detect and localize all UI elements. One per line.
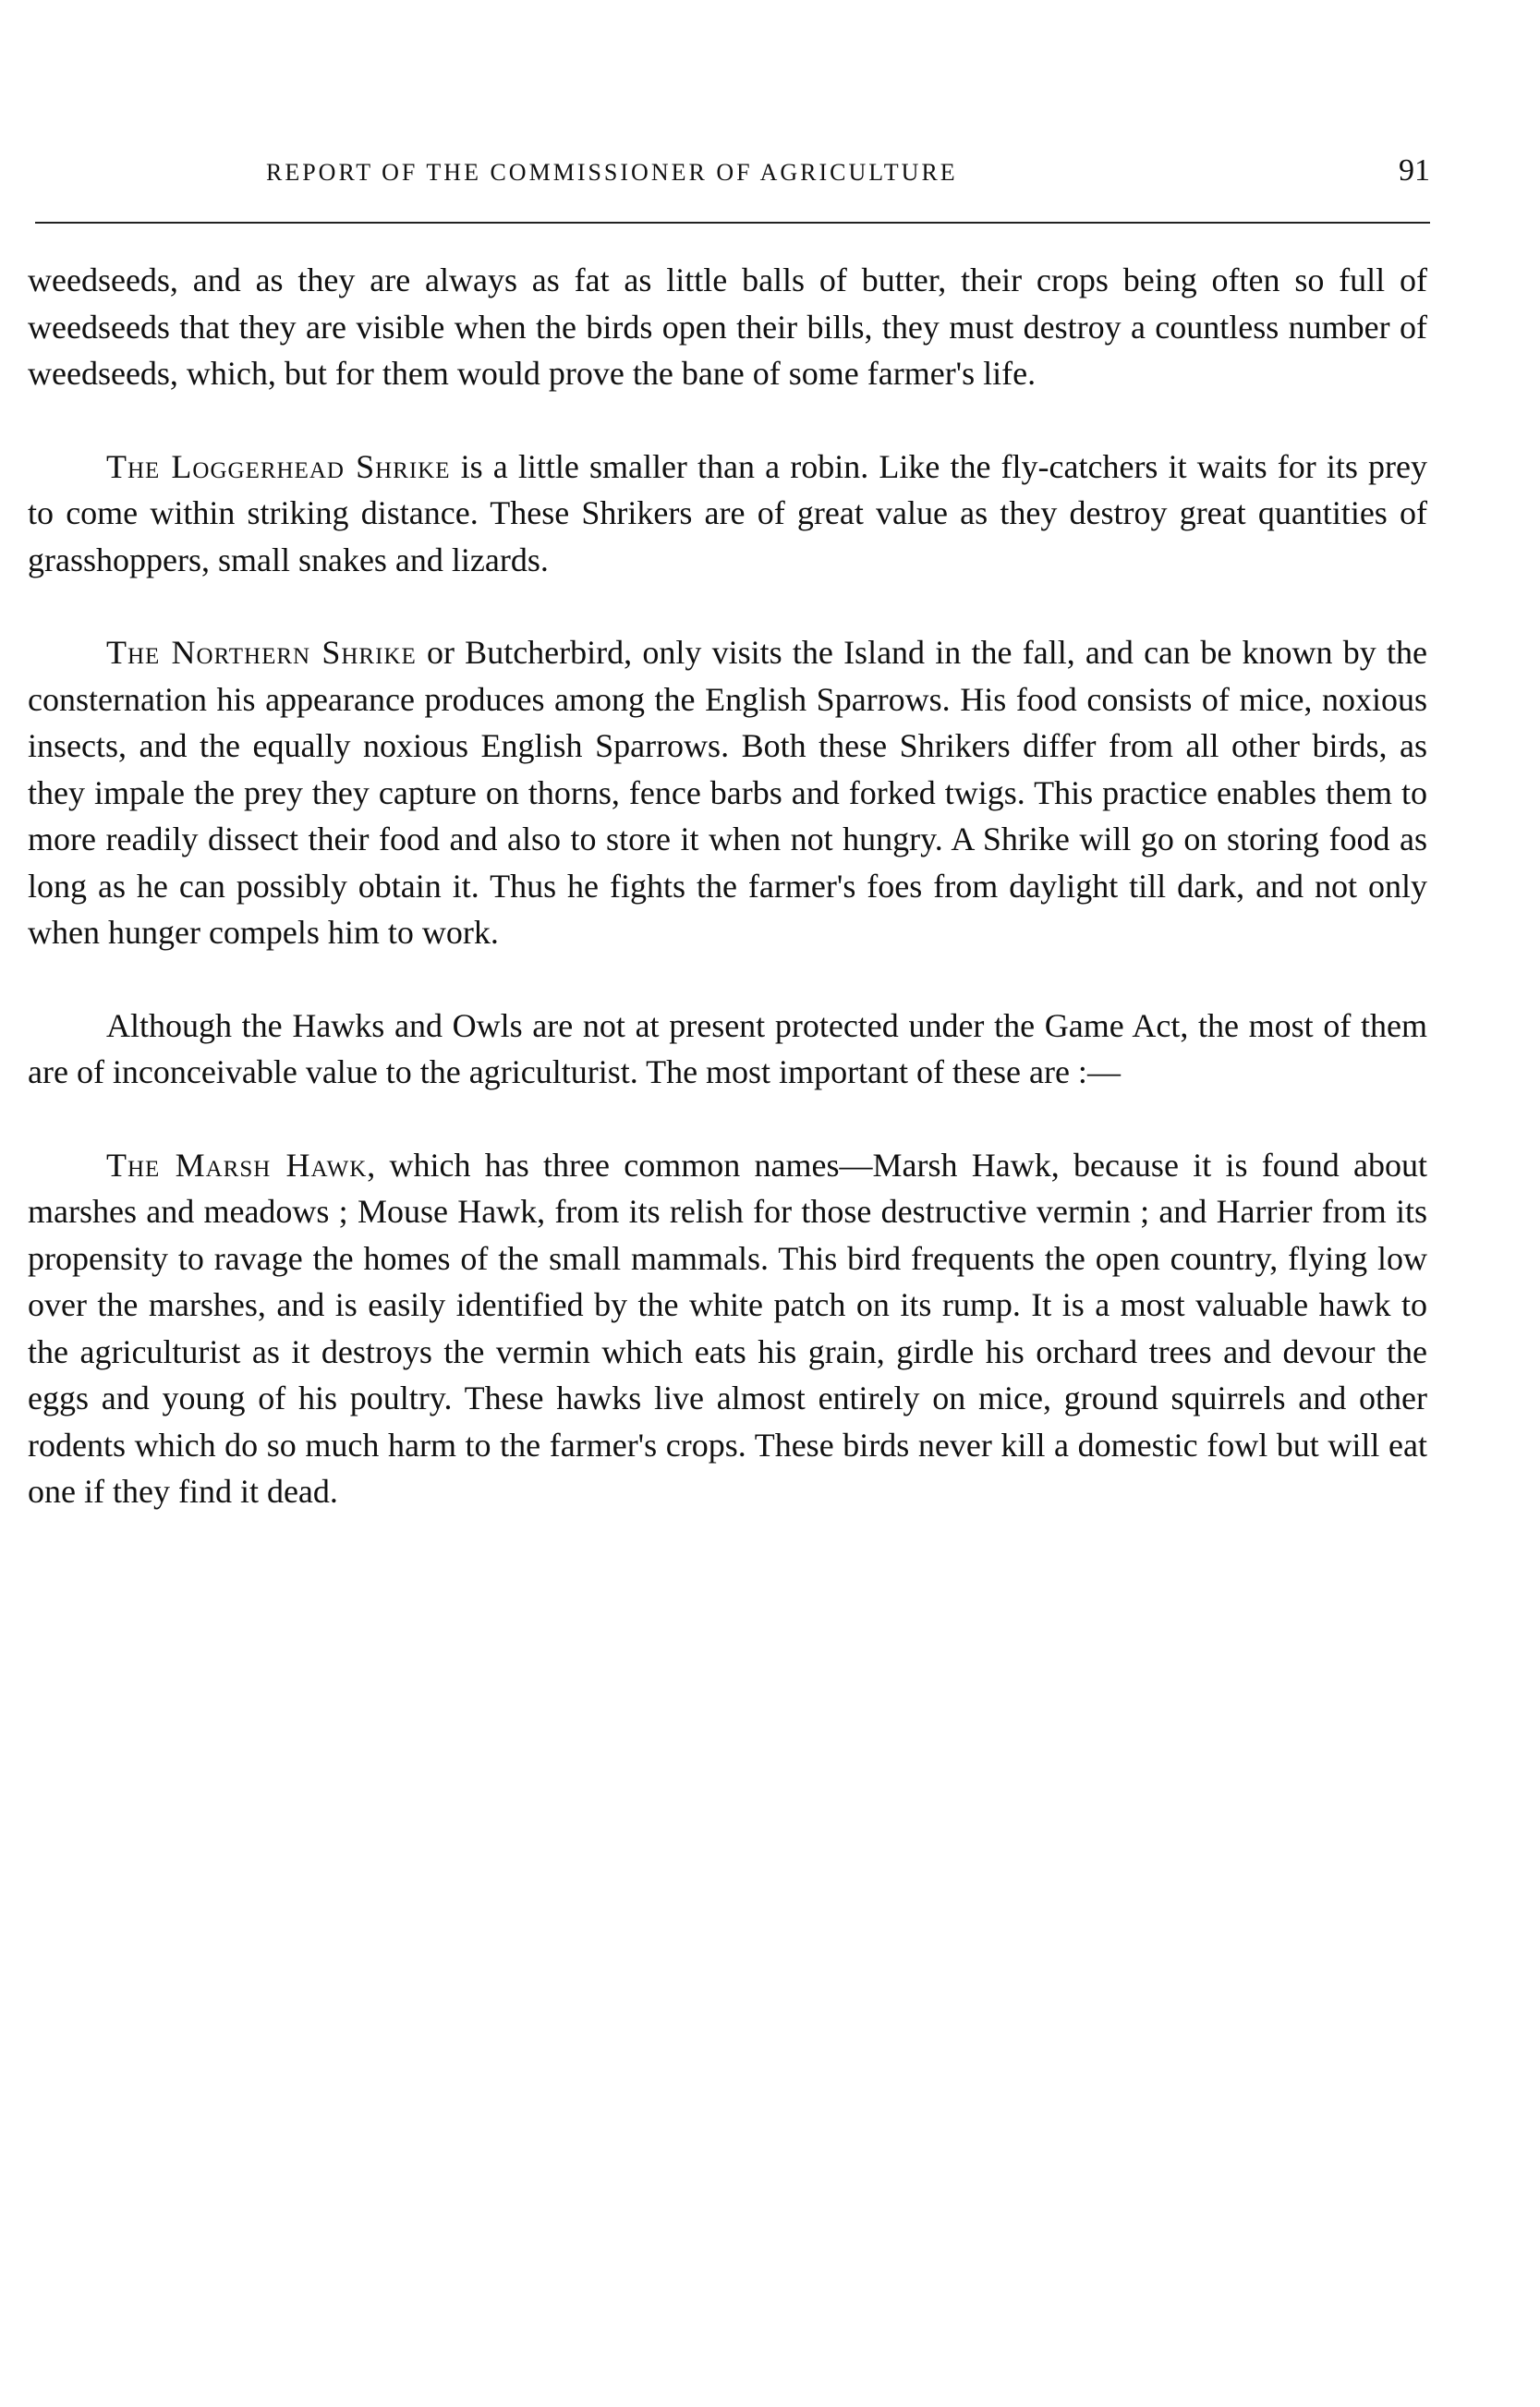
paragraph-text: is a little smaller than a robin. Like the fly-catchers it waits for its prey to come within striking distance. These Shrikers are of great value as they destroy great quantities of grasshoppers, small snakes and lizards. [28, 447, 1428, 578]
paragraph-hawks-and-owls [28, 1003, 1427, 1096]
paragraph-text: Although the Hawks and Owls are not at present protected under the Game Act, the most of them are of inconceivable value to the agriculturist. The most important of these are :— [28, 1006, 1427, 1090]
paragraph-northern-shrike [28, 629, 1427, 956]
species-heading: The Northern Shrike [106, 634, 417, 671]
body-text [28, 257, 1427, 1515]
paragraph-loggerhead-shrike [28, 444, 1427, 584]
paragraph-marsh-hawk [28, 1142, 1427, 1515]
species-heading: The Marsh Hawk [106, 1146, 368, 1184]
page-number: 91 [1399, 153, 1430, 188]
paragraph-weedseeds-continuation [28, 257, 1427, 397]
paragraph-text: , which has three common names—Marsh Hawk, because it is found about marshes and meadows ; Mouse Hawk, from its relish for those destructive vermin ; and Harrier from its propensity to ravage the homes of the small mammals. This bird frequents the open country, flying low over the marshes, and is easily identified by the white patch on its rump. It is a most valuable hawk to the agriculturist as it destroys the vermin which eats his grain, girdle his orchard trees and devour the eggs and young of his poultry. These hawks live almost entirely on mice, ground squirrels and other rodents which do so much harm to the farmer's crops. These birds never kill a domestic fowl but will eat one if they find it dead. [28, 1146, 1428, 1510]
paragraph-text: or Butcherbird, only visits the Island in the fall, and can be known by the consternation his appearance produces among the English Sparrows. His food consists of mice, noxious insects, and the equally noxious English Sparrows. Both these Shrikers differ from all other birds, as they impale the prey they capture on thorns, fence barbs and forked twigs. This practice enables them to more readily dissect their food and also to store it when not hungry. A Shrike will go on storing food as long as he can possibly obtain it. Thus he fights the farmer's foes from daylight till dark, and not only when hunger compels him to work. [28, 634, 1427, 951]
header-rule [35, 222, 1430, 224]
page-header [35, 153, 1430, 209]
paragraph-text: weedseeds, and as they are always as fat as little balls of butter, their crops being often so full of weedseeds that they are visible when the birds open their bills, they must destroy a countless number of weedseeds, which, but for them would prove the bane of some farmer's life. [28, 261, 1427, 392]
running-head: REPORT OF THE COMMISSIONER OF AGRICULTURE [266, 159, 958, 186]
species-heading: The Loggerhead Shrike [106, 447, 451, 485]
